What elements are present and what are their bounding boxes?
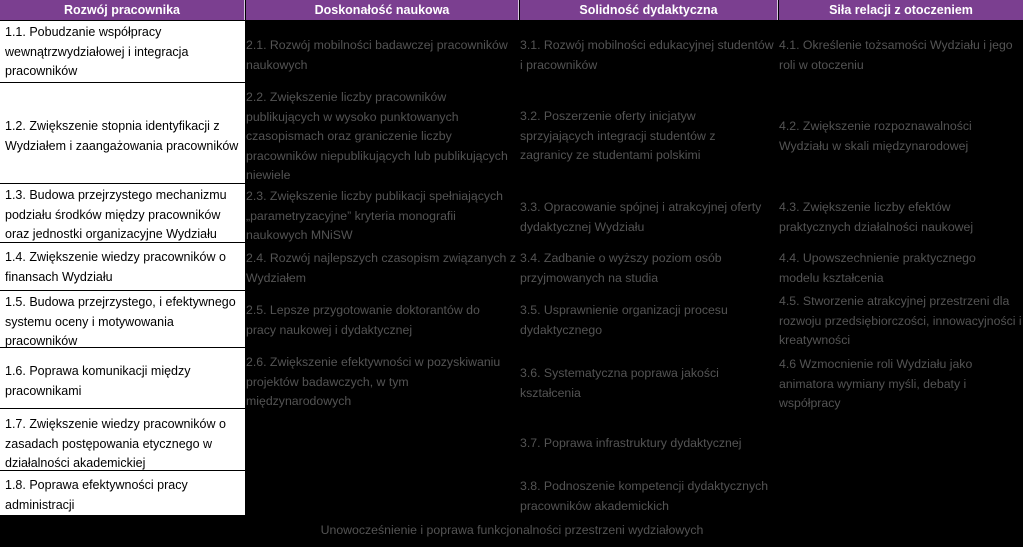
goal-1-2: 1.2. Zwiększenie stopnia identyfikacji z Wydziałem i zaangażowania pracowników bbox=[0, 83, 245, 184]
goal-2-2: 2.2. Zwiększenie liczby pracowników publikujących w wysoko punktowanych czasopismach oraz graniczenie liczby pracowników niepublikujących lub publikujących niewiele bbox=[246, 90, 508, 182]
goal-4-5: 4.5. Stworzenie atrakcyjnej przestrzeni dla rozwoju przedsiębiorczości, innowacyjności i kreatywności bbox=[779, 294, 1022, 347]
goal-3-8: 3.8. Podnoszenie kompetencji dydaktycznych pracowników akademickich bbox=[520, 479, 769, 513]
goal-4-3: 4.3. Zwiększenie liczby efektów praktycznych działalności naukowej bbox=[779, 200, 974, 234]
goal-3-4: 3.4. Zadbanie o wyższy poziom osób przyjmowanych na studia bbox=[520, 251, 722, 285]
goal-3-7: 3.7. Poprawa infrastruktury dydaktycznej bbox=[520, 436, 742, 450]
header-rozwoj-pracownika: Rozwój pracownika bbox=[0, 0, 245, 20]
goal-3-2: 3.2. Poszerzenie oferty inicjatyw sprzyjających integracji studentów z zagranicy ze studentami polskimi bbox=[520, 109, 716, 162]
goal-1-6: 1.6. Poprawa komunikacji między pracownikami bbox=[0, 348, 245, 409]
goal-3-3: 3.3. Opracowanie spójnej i atrakcyjnej oferty dydaktycznej Wydziału bbox=[520, 200, 762, 234]
goal-2-1: 2.1. Rozwój mobilności badawczej pracowników naukowych bbox=[246, 38, 508, 72]
header-doskonalosc-naukowa: Doskonałość naukowa bbox=[246, 0, 519, 20]
goal-3-6: 3.6. Systematyczna poprawa jakości kształcenia bbox=[520, 366, 719, 400]
goal-3-5: 3.5. Usprawnienie organizacji procesu dydaktycznego bbox=[520, 303, 728, 337]
goal-1-8: 1.8. Poprawa efektywności pracy administracji bbox=[0, 471, 245, 515]
goal-2-6: 2.6. Zwiększenie efektywności w pozyskiwaniu projektów badawczych, w tym międzynarodowych bbox=[246, 355, 501, 408]
goal-2-5: 2.5. Lepsze przygotowanie doktorantów do pracy naukowej i dydaktycznej bbox=[246, 303, 480, 337]
goal-4-2: 4.2. Zwiększenie rozpoznawalności Wydziału w skali międzynarodowej bbox=[779, 119, 972, 153]
goal-3-1: 3.1. Rozwój mobilności edukacyjnej studentów i pracowników bbox=[520, 38, 774, 72]
goal-4-4: 4.4. Upowszechnienie praktycznego modelu kształcenia bbox=[779, 251, 976, 285]
goal-2-3: 2.3. Zwiększenie liczby publikacji spełniających „parametryzacyjne” kryteria monografii naukowych MNiSW bbox=[246, 189, 503, 242]
goal-2-4: 2.4. Rozwój najlepszych czasopism związanych z Wydziałem bbox=[246, 251, 516, 285]
header-solidnosc-dydaktyczna: Solidność dydaktyczna bbox=[520, 0, 778, 20]
header-sila-relacji: Siła relacji z otoczeniem bbox=[779, 0, 1023, 20]
goal-4-6: 4.6 Wzmocnienie roli Wydziału jako animatora wymiany myśli, debaty i współpracy bbox=[779, 357, 973, 410]
footer-note: Unowocześnienie i poprawa funkcjonalności przestrzeni wydziałowych bbox=[320, 523, 704, 537]
goal-1-7: 1.7. Zwiększenie wiedzy pracowników o zasadach postępowania etycznego w działalności akademickiej bbox=[0, 409, 245, 471]
goal-1-5: 1.5. Budowa przejrzystego, i efektywnego systemu oceny i motywowania pracowników bbox=[0, 291, 245, 348]
goal-1-4: 1.4. Zwiększenie wiedzy pracowników o finansach Wydziału bbox=[0, 243, 245, 291]
goal-1-1: 1.1. Pobudzanie współpracy wewnątrzwydziałowej i integracja pracowników bbox=[0, 21, 245, 83]
goal-4-1: 4.1. Określenie tożsamości Wydziału i jego roli w otoczeniu bbox=[779, 38, 1013, 72]
goal-1-3: 1.3. Budowa przejrzystego mechanizmu podziału środków między pracowników oraz jednostki organizacyjne Wydziału bbox=[0, 184, 245, 243]
